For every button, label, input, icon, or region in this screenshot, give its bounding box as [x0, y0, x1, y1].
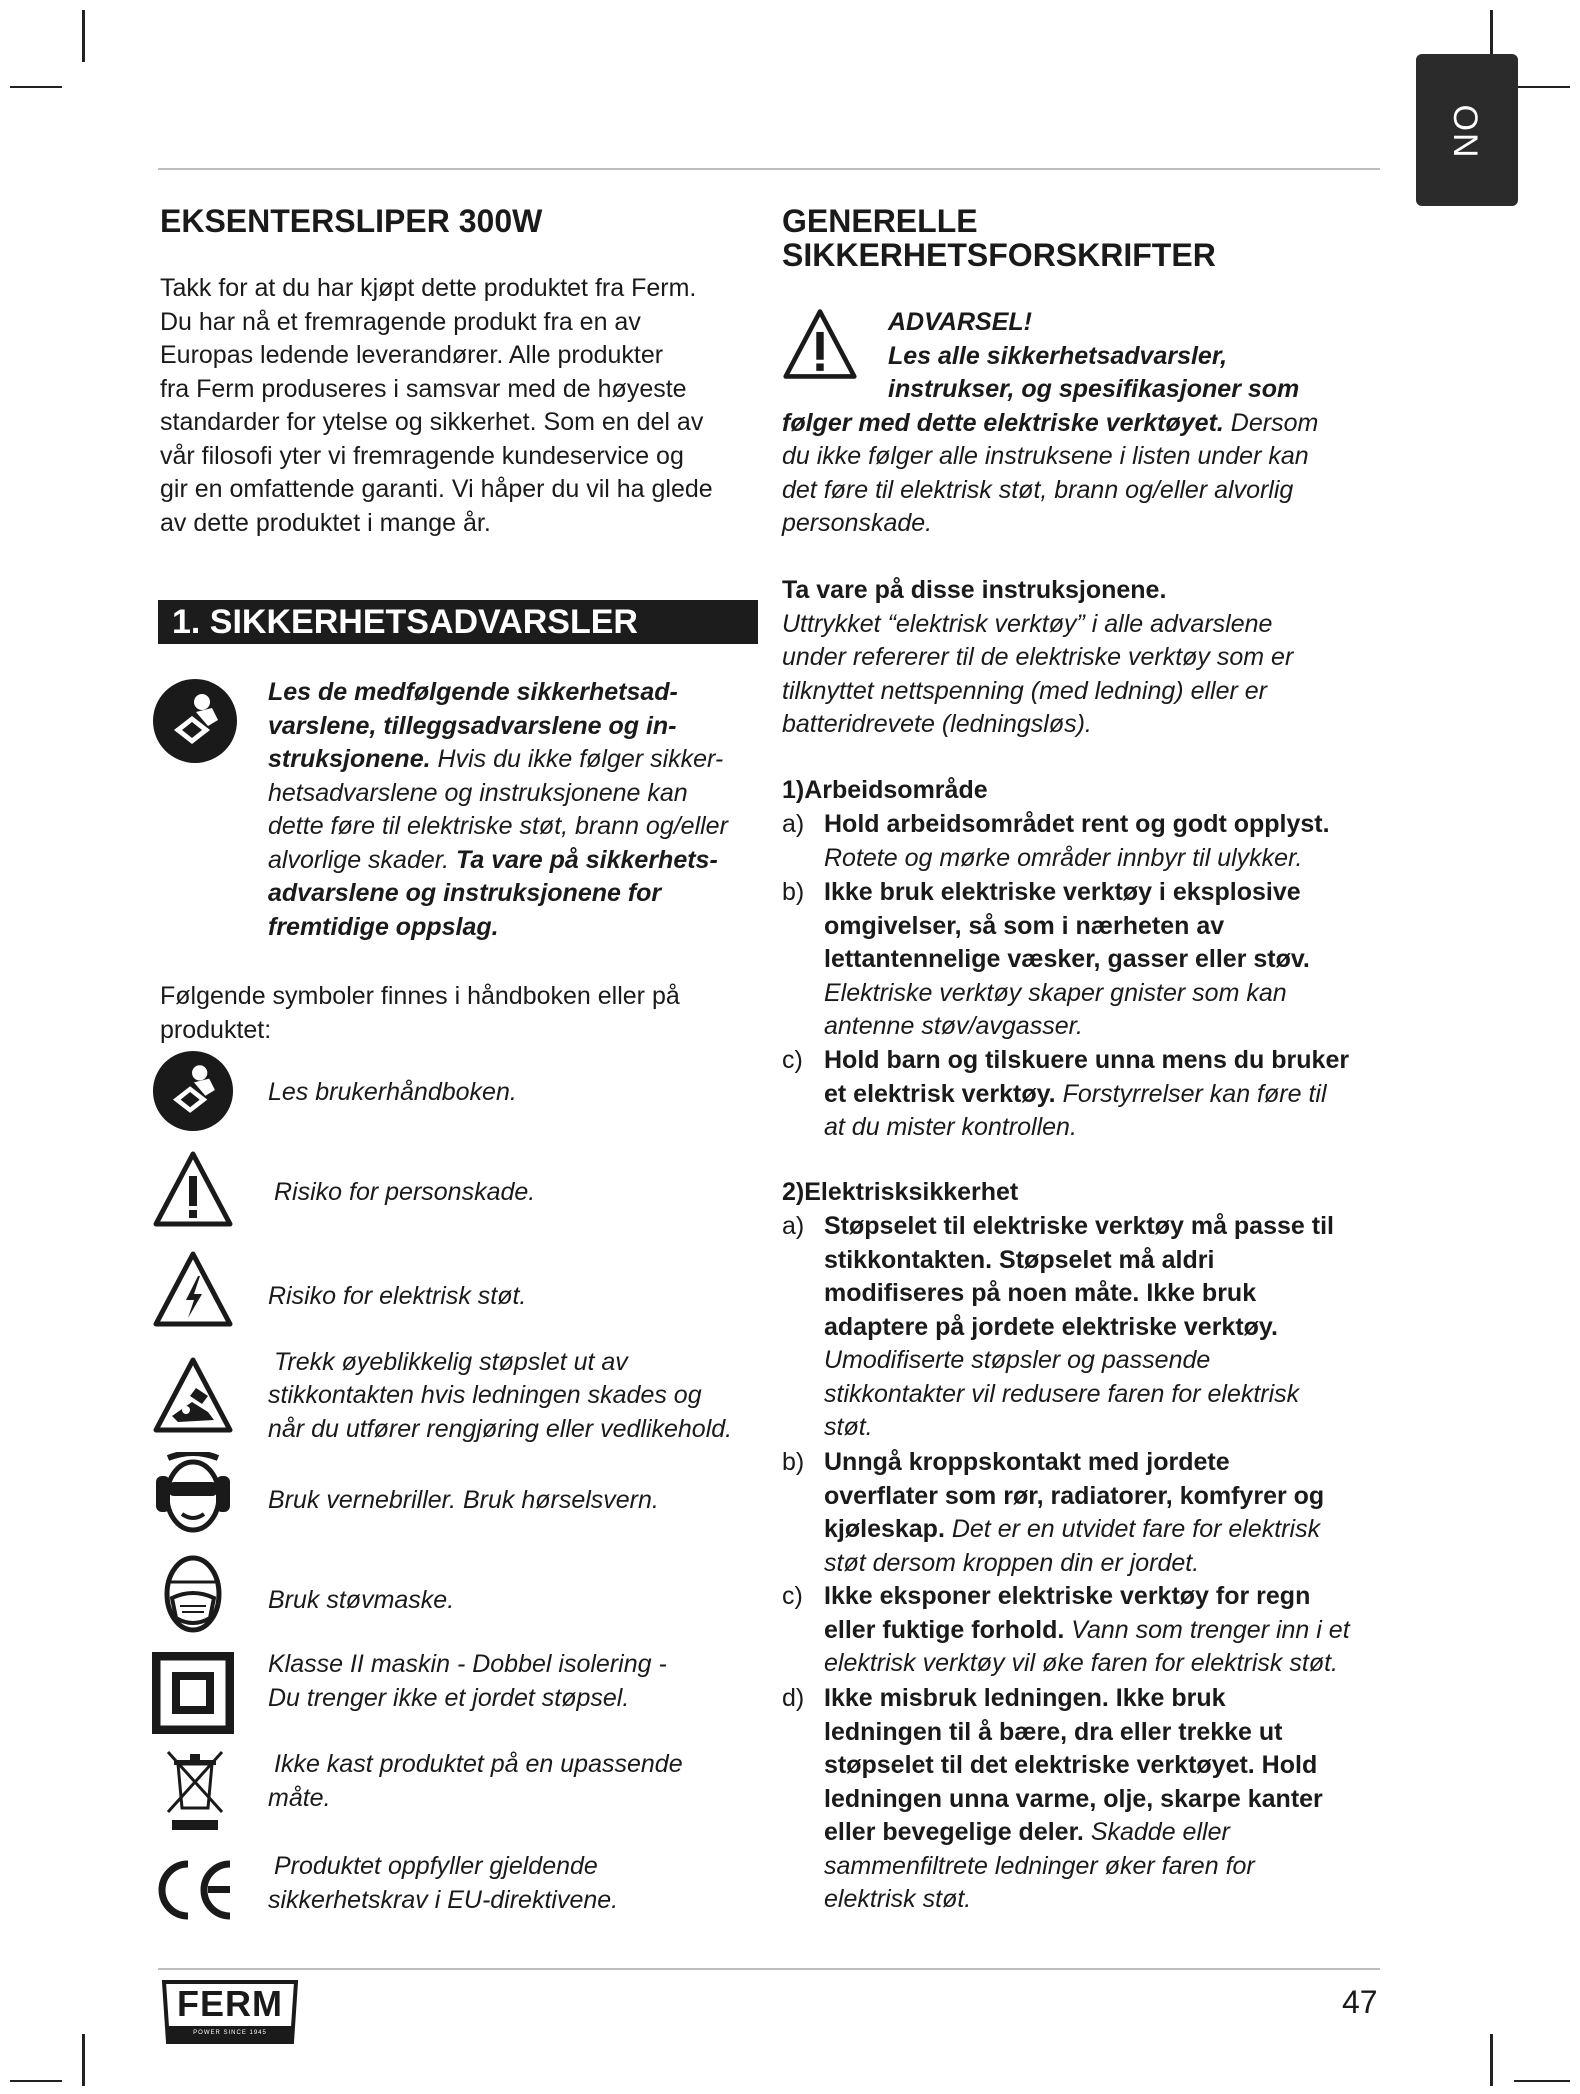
keep-line: Uttrykket “elektrisk verktøy” i alle advarslene	[782, 609, 1273, 638]
warning-bold: følger med dette elektriske verktøyet.	[782, 408, 1224, 437]
item-italic: Umodifiserte støpsler og passende	[824, 1346, 1211, 1374]
symbol-row	[152, 1552, 752, 1642]
section-heading: 1. SIKKERHETSADVARSLER	[158, 600, 758, 644]
list-letter: c)	[782, 1046, 803, 1074]
double-insulation-icon	[152, 1652, 234, 1734]
warning-text: du ikke følger alle instruksene i listen under kan	[782, 442, 1309, 470]
list-letter: a)	[782, 810, 805, 838]
intro-line: vår filosofi yter vi fremragende kundeservice og	[160, 441, 684, 470]
symbol-row	[152, 1248, 752, 1334]
item-bold: Ikke bruk elektriske verktøy i eksplosive	[824, 878, 1301, 906]
crop-mark	[1490, 2034, 1493, 2086]
right-title-line: SIKKERHETSFORSKRIFTER	[782, 237, 1216, 273]
symbol-text-line: Du trenger ikke et jordet støpsel.	[268, 1683, 630, 1712]
item-bold: kjøleskap.	[824, 1515, 945, 1543]
symbol-text	[274, 1346, 754, 1380]
dust-mask-icon	[152, 1552, 234, 1634]
item-italic: Skadde eller	[1083, 1818, 1230, 1846]
warning-text: alvorlige skader.	[268, 845, 450, 874]
warning-text: hetsadvarslene og instruksjonene kan	[268, 778, 688, 807]
electrical-heading: 2)Elektrisksikkerhet	[782, 1178, 1019, 1206]
symbol-row	[152, 1648, 752, 1738]
symbols-intro	[160, 980, 760, 1047]
symbol-text-line: stikkontakten hvis ledningen skades og	[268, 1381, 702, 1409]
item-bold: overflater som rør, radiatorer, komfyrer og	[824, 1481, 1325, 1510]
symbol-text: Les brukerhåndboken.	[268, 1078, 517, 1106]
list-letter: d)	[782, 1684, 805, 1712]
item-bold: Støpselet til elektriske verktøy må passe til	[824, 1212, 1334, 1240]
language-code: NO	[1447, 102, 1486, 158]
crop-mark	[10, 86, 62, 88]
item-bold: eller fuktige forhold.	[824, 1615, 1065, 1644]
symbol-text-line: Klasse II maskin - Dobbel isolering -	[268, 1650, 667, 1678]
symbol-text: Risiko for personskade.	[274, 1178, 536, 1206]
warning-bold: fremtidige oppslag.	[268, 912, 499, 941]
symbol-row	[152, 1148, 752, 1234]
item-italic: stikkontakter vil redusere faren for elektrisk	[824, 1379, 1300, 1408]
item-bold: eller bevegelige deler.	[824, 1818, 1084, 1846]
item-italic: Rotete og mørke områder innbyr til ulykker.	[824, 843, 1303, 872]
warning-label: ADVARSEL!	[888, 308, 1032, 336]
symbols-intro-line: Følgende symboler finnes i håndboken eller på	[160, 982, 680, 1010]
weee-bin-icon	[162, 1748, 244, 1830]
symbol-row	[152, 1748, 752, 1844]
crop-mark	[1514, 86, 1570, 88]
ce-mark-icon	[152, 1858, 234, 1940]
item-bold: ledningen til å bære, dra eller trekke ut	[824, 1717, 1283, 1746]
intro-line: Takk for at du har kjøpt dette produktet fra Ferm.	[160, 274, 697, 302]
symbol-text-line: Ikke kast produktet på en upassende	[274, 1750, 683, 1778]
warning-text: Dersom	[1223, 408, 1319, 437]
item-bold: Hold barn og tilskuere unna mens du bruker	[824, 1046, 1350, 1074]
warning-bold: Les de medfølgende sikkerhetsad-	[268, 678, 678, 706]
read-manual-icon	[152, 1050, 234, 1132]
logo-tagline: POWER SINCE 1945	[193, 2030, 267, 2036]
symbol-text	[268, 1379, 748, 1446]
warning-block	[268, 676, 768, 944]
page-title: EKSENTERSLIPER 300W	[160, 203, 543, 239]
warning-text: personskade.	[782, 509, 933, 537]
top-rule	[158, 168, 1380, 170]
warning-bold: advarslene og instruksjonene for	[268, 879, 662, 907]
keep-line: tilknyttet nettspenning (med ledning) eller er	[782, 676, 1267, 705]
symbols-intro-line: produktet:	[160, 1015, 272, 1044]
symbol-text: Bruk vernebriller. Bruk hørselsvern.	[268, 1486, 659, 1514]
list-letter: a)	[782, 1212, 805, 1240]
item-bold: lettantennelige væsker, gasser eller støv.	[824, 945, 1310, 973]
keep-line: batteridrevete (ledningsløs).	[782, 710, 1092, 738]
item-bold: omgivelser, så som i nærheten av	[824, 911, 1225, 940]
item-italic: Elektriske verktøy skaper gnister som kan	[824, 978, 1287, 1007]
symbol-row	[152, 1452, 752, 1542]
intro-line: gir en omfattende garanti. Vi håper du vil ha glede	[160, 475, 713, 503]
item-italic: at du mister kontrollen.	[824, 1113, 1077, 1141]
symbol-text-line: Produktet oppfyller gjeldende	[274, 1852, 598, 1880]
read-manual-icon	[152, 678, 238, 764]
item-italic: elektrisk verktøy vil øke faren for elektrisk støt.	[824, 1649, 1338, 1677]
warning-bold: struksjonene.	[268, 745, 431, 773]
intro-line: fra Ferm produseres i samsvar med de høyeste	[160, 374, 687, 403]
item-bold: støpselet til det elektriske verktøyet. Hold	[824, 1751, 1318, 1779]
warning-bold: Ta vare på sikkerhets-	[449, 845, 718, 874]
goggles-ear-protection-icon	[152, 1452, 234, 1534]
warning-bold: varslene, tilleggsadvarslene og in-	[268, 711, 677, 740]
warning-text: det føre til elektrisk støt, brann og/eller alvorlig	[782, 475, 1294, 504]
item-italic: støt.	[824, 1413, 873, 1441]
symbol-text-line: måte.	[268, 1783, 331, 1812]
symbol-text	[268, 1648, 748, 1715]
warning-text: Hvis du ikke følger sikker-	[430, 745, 724, 773]
intro-line: standarder for ytelse og sikkerhet. Som en del av	[160, 408, 704, 436]
item-italic: antenne støv/avgasser.	[824, 1012, 1083, 1040]
right-title-line: GENERELLE	[782, 203, 978, 239]
item-bold: modifiseres på noen måte. Ikke bruk	[824, 1279, 1257, 1307]
bottom-rule	[158, 1968, 1380, 1970]
item-bold: adaptere på jordete elektriske verktøy.	[824, 1312, 1278, 1341]
warning-triangle-icon	[152, 1148, 234, 1230]
symbol-row	[152, 1850, 752, 1936]
right-warning-block	[782, 306, 1402, 541]
work-area-heading: 1)Arbeidsområde	[782, 776, 988, 804]
keep-line: under refererer til de elektriske verktøy som er	[782, 643, 1294, 671]
warning-text: dette føre til elektriske støt, brann og/eller	[268, 812, 728, 840]
keep-heading: Ta vare på disse instruksjonene.	[782, 576, 1167, 604]
crop-mark	[82, 2034, 85, 2086]
item-bold: Ikke eksponer elektriske verktøy for regn	[824, 1582, 1311, 1610]
item-italic: Det er en utvidet fare for elektrisk	[944, 1515, 1321, 1543]
symbol-text: Bruk støvmaske.	[268, 1586, 455, 1614]
item-italic: sammenfiltrete ledninger øker faren for	[824, 1851, 1255, 1880]
symbol-text: Risiko for elektrisk støt.	[268, 1282, 527, 1310]
crop-mark	[10, 2080, 62, 2082]
intro-paragraph	[160, 272, 760, 540]
list-letter: b)	[782, 1448, 805, 1476]
symbol-text-line: sikkerhetskrav i EU-direktivene.	[268, 1885, 619, 1914]
list-letter: c)	[782, 1582, 803, 1610]
crop-mark	[82, 10, 85, 62]
item-bold: et elektrisk verktøy.	[824, 1079, 1056, 1108]
warning-bold: Les alle sikkerhetsadvarsler,	[888, 341, 1228, 370]
item-italic: støt dersom kroppen din er jordet.	[824, 1548, 1200, 1577]
symbol-row	[152, 1346, 752, 1456]
symbol-text	[268, 1748, 748, 1815]
item-bold: Ikke misbruk ledningen. Ikke bruk	[824, 1684, 1226, 1712]
item-italic: Vann som trenger inn i et	[1064, 1615, 1350, 1644]
unplug-icon	[152, 1354, 234, 1436]
crop-mark	[1514, 2080, 1570, 2082]
keep-instructions	[782, 574, 1402, 742]
intro-line: av dette produktet i mange år.	[160, 508, 491, 537]
right-title	[782, 204, 1216, 272]
page-number: 47	[1342, 1984, 1378, 2020]
item-italic: elektrisk støt.	[824, 1885, 972, 1913]
symbol-text-line: Trekk øyeblikkelig støpslet ut av	[274, 1348, 628, 1376]
warning-bold: instrukser, og spesifikasjoner som	[888, 375, 1300, 403]
symbol-text-line: når du utfører rengjøring eller vedlikehold.	[268, 1414, 733, 1443]
electric-shock-icon	[152, 1248, 234, 1330]
symbol-text	[268, 1850, 748, 1917]
ferm-logo	[158, 1980, 302, 2044]
logo-text: FERM	[177, 1983, 283, 2024]
intro-line: Du har nå et fremragende produkt fra en av	[160, 307, 641, 336]
item-bold: stikkontakten. Støpselet må aldri	[824, 1245, 1215, 1274]
item-bold: ledningen unna varme, olje, skarpe kanter	[824, 1784, 1323, 1813]
symbol-row	[152, 1050, 752, 1140]
item-bold: Hold arbeidsområdet rent og godt opplyst.	[824, 810, 1330, 838]
item-italic: Forstyrrelser kan føre til	[1055, 1079, 1327, 1108]
intro-line: Europas ledende leverandører. Alle produkter	[160, 341, 664, 369]
list-letter: b)	[782, 878, 805, 906]
language-tab	[1416, 54, 1518, 206]
item-bold: Unngå kroppskontakt med jordete	[824, 1448, 1230, 1476]
